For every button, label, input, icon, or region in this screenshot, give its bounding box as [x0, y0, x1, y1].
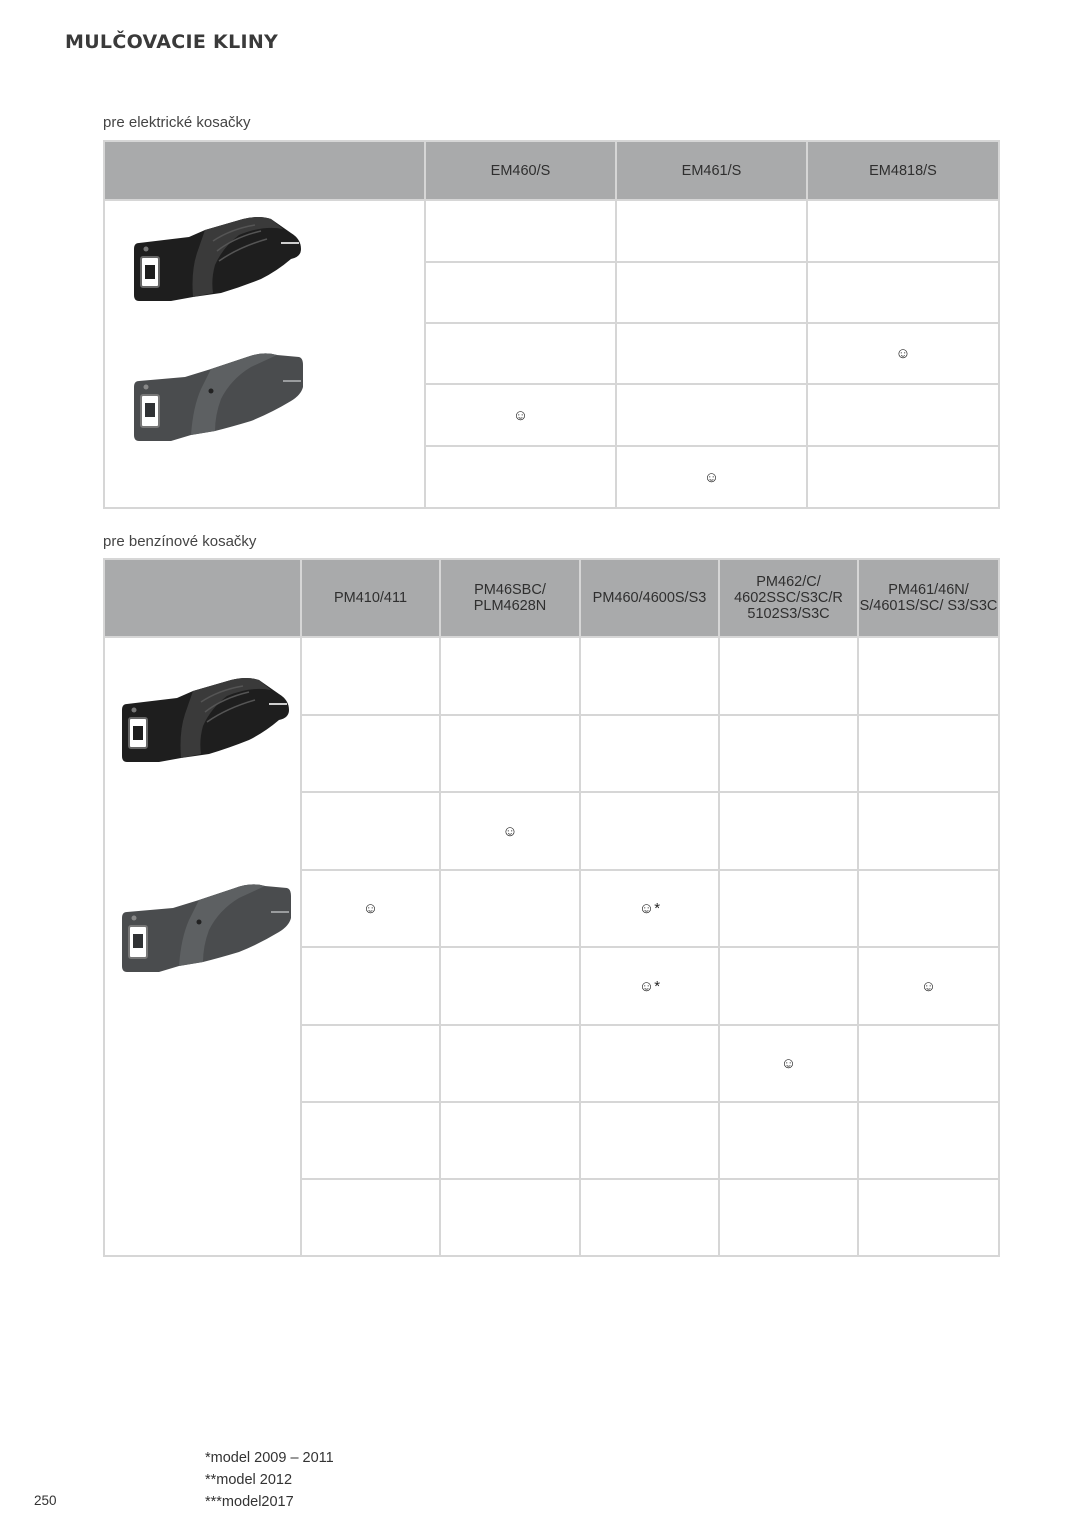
footnote-line: **model 2012 [205, 1472, 293, 1488]
table-header-row [104, 141, 999, 200]
table-cell [719, 637, 858, 715]
table-cell [301, 715, 440, 792]
table-cell [858, 792, 999, 870]
table-cell: ☺ [858, 947, 999, 1025]
table-cell [440, 1179, 580, 1256]
table-cell [301, 1102, 440, 1179]
table-cell [301, 1179, 440, 1256]
table-cell [858, 1025, 999, 1102]
table-cell [858, 637, 999, 715]
table-cell [616, 262, 807, 323]
section-label-electric: pre elektrické kosačky [103, 114, 251, 131]
footnote-line: *model 2009 – 2011 [205, 1450, 334, 1466]
table-cell [580, 715, 719, 792]
table-cell [580, 637, 719, 715]
product-image-cell [104, 200, 425, 508]
table-cell [616, 384, 807, 446]
table-cell [301, 1025, 440, 1102]
table-cell [719, 1102, 858, 1179]
table-cell [807, 384, 999, 446]
table-cell [425, 323, 616, 384]
table-cell [719, 792, 858, 870]
column-header: EM461/S [616, 141, 807, 200]
page-number: 250 [34, 1493, 57, 1508]
footnote-line: ***model2017 [205, 1494, 294, 1510]
column-header: PM462/C/ 4602SSC/S3C/R 5102S3/S3C [719, 559, 858, 637]
table-cell [858, 870, 999, 947]
table-cell [301, 792, 440, 870]
table-cell [440, 637, 580, 715]
table-cell [301, 947, 440, 1025]
table-cell [440, 1102, 580, 1179]
page-title: MULČOVACIE KLINY [65, 31, 279, 53]
table-cell: ☺* [580, 947, 719, 1025]
column-header: PM460/4600S/S3 [580, 559, 719, 637]
table-cell [580, 792, 719, 870]
table-cell [580, 1102, 719, 1179]
table-cell [440, 870, 580, 947]
table-cell [719, 870, 858, 947]
mulching-wedge-grey-icon [131, 351, 311, 443]
table-cell [719, 947, 858, 1025]
table-cell: ☺ [719, 1025, 858, 1102]
table-cell [858, 1179, 999, 1256]
table-row [104, 200, 999, 262]
table-cell [719, 1179, 858, 1256]
table-cell: ☺ [301, 870, 440, 947]
table-cell: ☺ [440, 792, 580, 870]
table-cell [616, 200, 807, 262]
table-cell [580, 1179, 719, 1256]
electric-compatibility-table [103, 140, 1000, 509]
table-cell [719, 715, 858, 792]
table-cell [858, 715, 999, 792]
table-cell [425, 200, 616, 262]
table-cell: ☺* [580, 870, 719, 947]
mulching-wedge-grey-icon [119, 882, 299, 974]
table-cell [580, 1025, 719, 1102]
petrol-compatibility-table [103, 558, 1000, 1257]
column-header: EM4818/S [807, 141, 999, 200]
table-cell [425, 446, 616, 508]
table-cell: ☺ [807, 323, 999, 384]
mulching-wedge-dark-icon [119, 674, 299, 766]
column-header: PM461/46N/ S/4601S/SC/ S3/S3C [858, 559, 999, 637]
section-label-petrol: pre benzínové kosačky [103, 533, 257, 550]
table-header-row [104, 559, 999, 637]
footnotes [205, 1447, 334, 1513]
table-row [104, 637, 999, 715]
product-image-cell [104, 637, 301, 1256]
table-cell [440, 1025, 580, 1102]
header-corner-cell [104, 559, 301, 637]
column-header: EM460/S [425, 141, 616, 200]
header-corner-cell [104, 141, 425, 200]
table-cell [616, 323, 807, 384]
column-header: PM410/411 [301, 559, 440, 637]
table-cell: ☺ [425, 384, 616, 446]
mulching-wedge-dark-icon [131, 213, 311, 305]
table-cell [425, 262, 616, 323]
table-cell [858, 1102, 999, 1179]
table-cell [440, 715, 580, 792]
table-cell [301, 637, 440, 715]
table-cell [807, 262, 999, 323]
table-cell [440, 947, 580, 1025]
table-cell [807, 446, 999, 508]
column-header: PM46SBC/ PLM4628N [440, 559, 580, 637]
table-cell: ☺ [616, 446, 807, 508]
table-cell [807, 200, 999, 262]
